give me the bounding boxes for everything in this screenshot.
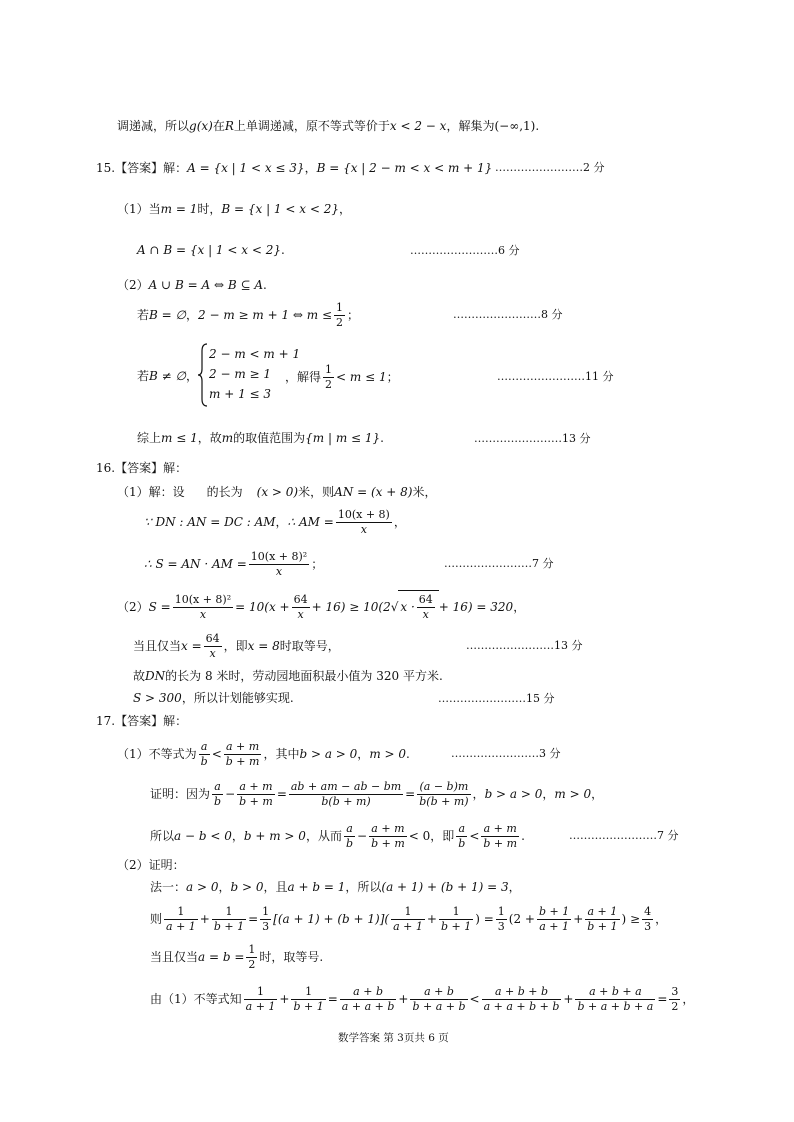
text: . — [280, 243, 285, 257]
text: 所以 — [150, 829, 175, 843]
q15-part1-line — [117, 201, 351, 217]
q15-case-nonempty-solution — [285, 362, 399, 392]
math: a > 0 — [186, 880, 219, 894]
denominator: 2 — [248, 958, 256, 971]
text: ， — [275, 515, 288, 529]
q17-part2-label — [117, 857, 185, 873]
q15-head-line — [96, 160, 492, 176]
fraction — [291, 985, 325, 1014]
text: + — [199, 912, 210, 926]
fraction — [260, 905, 271, 934]
math: B = ∅ — [149, 308, 186, 322]
numerator: 10(x + 8) — [337, 508, 390, 521]
math: (a + 1) + (b + 1) = 3 — [381, 880, 509, 894]
q15-case-empty-line — [137, 300, 359, 330]
denominator: b — [200, 755, 208, 768]
text: 故 — [133, 669, 146, 683]
denominator: 2 — [325, 378, 333, 391]
continuation-line — [117, 118, 539, 134]
question-heading: 17.【答案】解： — [96, 714, 188, 728]
q16-line7 — [133, 690, 294, 706]
q17-line1 — [117, 737, 410, 771]
math: g(x) — [189, 119, 213, 133]
denominator: b + 1 — [293, 1000, 324, 1013]
numerator: a — [212, 780, 223, 795]
fraction — [292, 593, 310, 622]
text: ， — [231, 829, 244, 843]
fraction — [334, 301, 345, 330]
text: ，且 — [263, 880, 288, 894]
numerator: a + b + b — [482, 985, 562, 1000]
numerator: a — [344, 822, 355, 837]
text: ，即 — [430, 829, 455, 843]
math: ∴ S = AN · AM = — [144, 557, 247, 571]
numerator: 1 — [164, 905, 198, 920]
q16-line4 — [117, 590, 525, 623]
q16-line2 — [144, 506, 406, 538]
math: B = {x | 1 < x < 2} — [221, 202, 339, 216]
math: + 16) ≥ 10(2 — [311, 600, 391, 614]
text: ) ≥ — [621, 912, 641, 926]
q17-method1-line4 — [150, 982, 694, 1016]
text: 若 — [137, 369, 150, 383]
q15-summary-line — [137, 430, 384, 446]
fraction — [439, 905, 473, 934]
numerator: a + b — [410, 985, 467, 1000]
text: 时取等号， — [279, 639, 340, 653]
text: = — [657, 992, 668, 1006]
denominator: a + a + b + b — [483, 1000, 560, 1013]
text: ， — [542, 787, 555, 801]
math: < m ≤ 1 — [336, 370, 387, 384]
numerator: 1 — [336, 301, 344, 314]
denominator: 3 — [497, 920, 505, 933]
numerator: a + m — [224, 740, 262, 755]
text: （1）当 — [117, 202, 161, 216]
numerator: a + m — [369, 822, 407, 837]
numerator: 1 — [391, 905, 425, 920]
text: = — [327, 992, 338, 1006]
text: ， — [304, 161, 317, 175]
math: a − b < 0 — [174, 829, 232, 843]
fraction — [369, 822, 407, 851]
text: . — [406, 747, 410, 761]
numerator: 64 — [205, 632, 220, 645]
denominator: b + m — [225, 755, 260, 768]
text: 上单调递减，原不等式等价于 — [233, 119, 390, 133]
denominator: a + 1 — [539, 920, 569, 933]
numerator: 1 — [244, 985, 278, 1000]
denominator: a + 1 — [393, 920, 423, 933]
score-marker: ……………………11 分 — [497, 370, 614, 383]
numerator: 10(x + 8)² — [250, 550, 308, 563]
text: 则 — [150, 912, 163, 926]
fraction — [456, 822, 467, 851]
text: ， — [393, 515, 406, 529]
score-marker: ……………………13 分 — [474, 432, 591, 445]
text: (2 + — [508, 912, 535, 926]
q17-method1-line3 — [150, 942, 323, 972]
text: ； — [311, 557, 324, 571]
math: B = {x | 2 − m < x < m + 1} — [316, 161, 493, 175]
numerator: 10(x + 8)² — [174, 593, 232, 606]
denominator: x — [275, 565, 283, 578]
fraction — [642, 905, 653, 934]
fraction — [482, 985, 562, 1014]
math: (−∞,1) — [494, 119, 536, 133]
text: ， — [682, 992, 695, 1006]
text: . — [380, 431, 384, 445]
numerator: a + m — [237, 780, 275, 795]
text: ， — [513, 600, 526, 614]
q16-head-line — [96, 460, 187, 476]
text: = — [405, 787, 416, 801]
text: + — [573, 912, 584, 926]
math: = 10(x + — [235, 600, 290, 614]
math: m > 0 — [554, 787, 592, 801]
text: ，解集为 — [446, 119, 495, 133]
denominator: x — [209, 647, 216, 660]
fraction — [289, 780, 403, 809]
fraction — [417, 780, 470, 809]
math: {m | m ≤ 1} — [305, 431, 381, 445]
score-marker: ……………………8 分 — [453, 308, 563, 321]
text: < — [469, 992, 480, 1006]
text: ， — [218, 880, 231, 894]
text: . — [535, 119, 540, 133]
text: ，所以 — [345, 880, 382, 894]
text: 当且仅当 — [133, 639, 182, 653]
math: S > 300 — [133, 691, 182, 705]
question-heading: 16.【答案】解： — [96, 461, 188, 475]
numerator: ab + am − ab − bm — [290, 780, 402, 793]
denominator: b + 1 — [213, 920, 245, 933]
fraction — [417, 593, 435, 622]
math: m ≤ 1 — [161, 431, 198, 445]
math: x · — [400, 600, 415, 614]
denominator: b + a + b + a — [577, 1000, 654, 1013]
text: ； — [347, 308, 360, 322]
fraction — [537, 905, 571, 934]
question-heading: 15.【答案】解： — [96, 161, 188, 175]
denominator: b + m — [239, 795, 273, 808]
fraction — [199, 740, 210, 769]
q16-line6 — [133, 668, 443, 684]
text: ， — [508, 880, 521, 894]
math: b > 0 — [230, 880, 264, 894]
text: 若 — [137, 308, 150, 322]
text: 的长为 8 米时，劳动园地面积最小值为 320 平方米. — [165, 669, 443, 683]
fraction — [585, 905, 619, 934]
score-marker: ……………………15 分 — [438, 692, 555, 705]
denominator: x — [297, 608, 304, 621]
fraction — [246, 943, 257, 972]
text: 米， — [412, 485, 437, 499]
q16-line5 — [133, 630, 340, 662]
system-row: 2 − m < m + 1 — [209, 347, 301, 361]
page-footer: 数学答案 第 3页共 6 页 — [338, 1032, 449, 1044]
fraction — [496, 905, 507, 934]
fraction — [244, 985, 278, 1014]
math: b + m > 0 — [243, 829, 306, 843]
q17-head-line — [96, 713, 187, 729]
math: A ∩ B = {x | 1 < x < 2} — [137, 243, 281, 257]
text: 时，取等号. — [259, 950, 324, 964]
radicand — [398, 590, 438, 623]
numerator: 1 — [291, 985, 325, 1000]
system-row: m + 1 ≤ 3 — [209, 387, 272, 401]
numerator: a + b — [340, 985, 397, 1000]
q17-line2 — [150, 777, 603, 811]
math: + 16) = 320 — [438, 600, 514, 614]
text: 在 — [212, 119, 225, 133]
fraction — [212, 905, 246, 934]
text: （2）证明： — [117, 858, 185, 872]
text: ，所以计划能够实现. — [181, 691, 294, 705]
text: = — [276, 787, 287, 801]
text: 米，则 — [298, 485, 335, 499]
math: [(a + 1) + (b + 1)]( — [273, 912, 390, 926]
denominator: b(b + m) — [419, 795, 469, 808]
fraction — [237, 780, 275, 809]
score-marker: ……………………6 分 — [410, 244, 520, 257]
text: 时， — [197, 202, 222, 216]
denominator: x — [360, 523, 367, 536]
numerator: a + m — [481, 822, 519, 837]
text: 的长为 — [206, 485, 243, 499]
numerator: 1 — [325, 363, 333, 376]
math: A ∪ B = A ⇔ B ⊆ A — [148, 278, 264, 292]
q15-case-nonempty-label — [137, 368, 198, 384]
numerator: 64 — [293, 593, 308, 606]
fraction — [173, 593, 233, 622]
fraction — [391, 905, 425, 934]
q16-line3 — [144, 548, 323, 580]
text: ， — [185, 308, 198, 322]
math: x = — [181, 639, 202, 653]
text: . — [263, 278, 267, 292]
denominator: b — [214, 795, 222, 808]
score-marker: ……………………7 分 — [569, 829, 679, 842]
numerator: a — [199, 740, 210, 755]
text: . — [521, 829, 525, 843]
fraction — [164, 905, 198, 934]
text: + — [279, 992, 290, 1006]
math: (x > 0) — [256, 485, 299, 499]
fraction — [336, 508, 392, 537]
math: a + b = 1 — [287, 880, 346, 894]
text: ， — [357, 747, 370, 761]
text: 综上 — [137, 431, 162, 445]
text: < — [211, 747, 222, 761]
denominator: 2 — [671, 1000, 679, 1013]
numerator: a + b + a — [575, 985, 655, 1000]
text: （2） — [117, 278, 149, 292]
q17-method1-line2 — [150, 902, 667, 936]
math: x < 2 − x — [389, 119, 447, 133]
fraction — [481, 822, 519, 851]
math: AN = (x + 8) — [334, 485, 413, 499]
text: 法一： — [150, 880, 187, 894]
math: DN — [145, 669, 166, 683]
text: （1）不等式为 — [117, 747, 197, 761]
score-marker: ……………………7 分 — [444, 557, 554, 570]
text: ， — [472, 787, 485, 801]
numerator: a + 1 — [585, 905, 619, 920]
text: + — [398, 992, 409, 1006]
numerator: 64 — [418, 593, 433, 606]
system-row: 2 − m ≥ 1 — [209, 367, 272, 381]
fraction — [340, 985, 397, 1014]
math: m = 1 — [160, 202, 198, 216]
score-marker: ……………………13 分 — [466, 639, 583, 652]
score-marker: ……………………2 分 — [495, 161, 605, 174]
text: ， — [591, 787, 604, 801]
denominator: x — [199, 608, 207, 621]
math: a = b = — [198, 950, 245, 964]
text: ； — [386, 370, 399, 384]
q16-line1 — [117, 484, 436, 500]
denominator: b(b + m) — [321, 795, 371, 808]
math: b > a > 0 — [484, 787, 543, 801]
denominator: b — [345, 837, 353, 850]
fraction — [669, 985, 680, 1014]
denominator: a + 1 — [245, 1000, 276, 1013]
text: 调递减，所以 — [117, 119, 190, 133]
denominator: 2 — [336, 316, 344, 329]
denominator: 3 — [644, 920, 652, 933]
text: （1）解：设 — [117, 485, 185, 499]
numerator: 1 — [439, 905, 473, 920]
numerator: 1 — [262, 905, 270, 918]
text: + — [426, 912, 437, 926]
math: b > a > 0 — [299, 747, 358, 761]
text: 的取值范围为 — [233, 431, 306, 445]
math: m — [221, 431, 234, 445]
math: S = — [148, 600, 171, 614]
denominator: b + a + b — [412, 1000, 466, 1013]
numerator: a — [456, 822, 467, 837]
text: ， — [338, 202, 351, 216]
q15-part2-line — [117, 277, 267, 293]
text: ， — [655, 912, 668, 926]
fraction — [323, 363, 334, 392]
math: A = {x | 1 < x ≤ 3} — [187, 161, 305, 175]
text: + — [563, 992, 574, 1006]
q15-intersection-line — [137, 242, 285, 258]
denominator: 3 — [262, 920, 270, 933]
text: 由（1）不等式知 — [150, 992, 242, 1006]
math: B ≠ ∅ — [149, 369, 186, 383]
fraction — [212, 780, 223, 809]
left-brace-icon — [198, 343, 208, 407]
math: ∵ DN : AN = DC : AM — [144, 515, 276, 529]
numerator: 1 — [212, 905, 246, 920]
text: （2） — [117, 600, 149, 614]
math: 2 − m ≥ m + 1 ⇔ m ≤ — [198, 308, 333, 322]
text: ， — [185, 369, 198, 383]
sqrt-icon: √ — [390, 600, 399, 614]
fraction — [204, 632, 222, 661]
fraction — [575, 985, 655, 1014]
fraction — [410, 985, 467, 1014]
text: = — [248, 912, 259, 926]
numerator: 4 — [644, 905, 652, 918]
q17-method1-line1 — [150, 879, 521, 895]
text: ，即 — [223, 639, 248, 653]
numerator: (a − b)m — [417, 780, 470, 795]
denominator: b + 1 — [440, 920, 472, 933]
numerator: 1 — [497, 905, 505, 918]
math: ∴ AM = — [287, 515, 334, 529]
text: ，故 — [197, 431, 222, 445]
numerator: 1 — [248, 943, 256, 956]
denominator: a + 1 — [166, 920, 196, 933]
denominator: b — [458, 837, 466, 850]
text: ，解得 — [285, 370, 322, 384]
text: ，从而 — [305, 829, 342, 843]
text: ) = — [475, 912, 494, 926]
text: < — [469, 829, 480, 843]
denominator: x — [422, 608, 429, 621]
fraction — [249, 550, 309, 579]
numerator: 3 — [671, 985, 679, 998]
q17-line3 — [150, 819, 525, 853]
text: − — [357, 829, 368, 843]
text: − — [225, 787, 236, 801]
denominator: a + a + b — [341, 1000, 395, 1013]
denominator: b + m — [371, 837, 405, 850]
text: 证明：因为 — [150, 787, 211, 801]
score-marker: ……………………3 分 — [451, 747, 561, 760]
denominator: b + m — [483, 837, 518, 850]
math: m > 0 — [369, 747, 407, 761]
denominator: b + 1 — [587, 920, 618, 933]
text: ，其中 — [263, 747, 300, 761]
math: x = 8 — [247, 639, 280, 653]
fraction — [344, 822, 355, 851]
numerator: b + 1 — [538, 905, 570, 918]
fraction — [224, 740, 262, 769]
text: 当且仅当 — [150, 950, 199, 964]
math: R — [224, 119, 234, 133]
text: < 0 — [408, 829, 431, 843]
